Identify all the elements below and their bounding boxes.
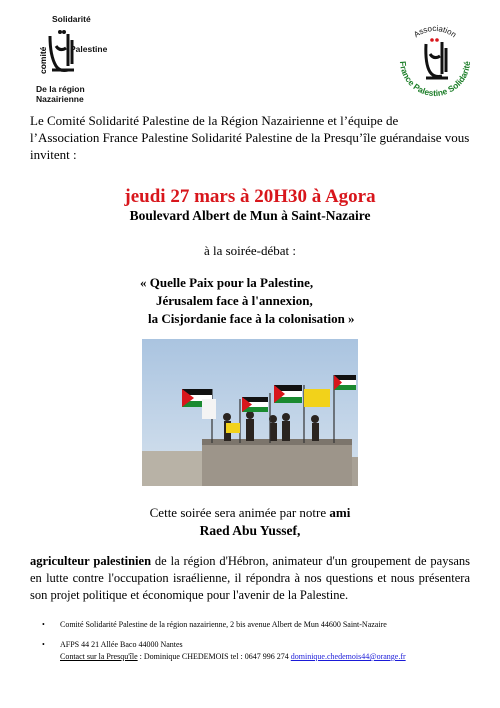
- animated-by-label: Cette soirée sera animée par notre: [149, 505, 330, 520]
- contact-label: Contact sur la Presqu'île: [60, 652, 138, 661]
- footer-item-1-text: Comité Solidarité Palestine de la région nazairienne, 2 bis avenue Albert de Mun 44600 Saint-Nazaire: [60, 620, 387, 629]
- event-headline: jeudi 27 mars à 20H30 à Agora: [124, 186, 376, 207]
- footer-item-2-line1: AFPS 44 21 Allée Baco 44000 Nantes: [60, 640, 183, 649]
- logo-comite-solidarite-palestine: [30, 14, 108, 106]
- logo-afps: [392, 18, 478, 104]
- event-address: Boulevard Albert de Mun à Saint-Nazaire: [129, 208, 371, 223]
- guest-name: Raed Abu Yussef,: [199, 523, 301, 538]
- debate-title: [140, 274, 400, 328]
- logo-left-line1: Solidarité: [52, 14, 91, 24]
- debate-title-line3: la Cisjordanie face à la colonisation »: [148, 311, 355, 326]
- logo-left-vertical: comité: [38, 46, 48, 74]
- debate-title-line1: « Quelle Paix pour la Palestine,: [140, 275, 314, 290]
- protest-photo: [142, 339, 358, 486]
- guest-description: [30, 553, 470, 604]
- logo-left-line2: Palestine: [70, 44, 108, 54]
- bullet: •: [42, 640, 45, 649]
- logo-left-line3: De la région: [36, 84, 85, 94]
- svg-text:Association: Association: [412, 23, 458, 40]
- guest-description-rest: de la région d'Hébron, animateur d'un groupement de paysans en lutte contre l'occupation israélienne, il répondra à nos questions et nous présentera son projet politique et économique pour l'avenir de la Palestine.: [30, 554, 470, 602]
- logo-left-line4: Nazairienne: [36, 94, 84, 104]
- contact-text: : Dominique CHEDEMOIS tel : 0647 996 274: [137, 652, 291, 661]
- svg-text:France Palestine Solidarité: France Palestine Solidarité: [397, 60, 473, 99]
- debate-title-line2: Jérusalem face à l'annexion,: [156, 293, 313, 308]
- footer-item-2: [30, 639, 490, 663]
- contact-email-link[interactable]: dominique.chedemois44@orange.fr: [290, 652, 406, 661]
- bullet: •: [42, 620, 45, 629]
- animated-by-bold: ami: [329, 505, 351, 520]
- afps-emblem-icon: [392, 18, 478, 104]
- soiree-label: à la soirée-débat :: [203, 243, 297, 258]
- animated-by-text: [0, 505, 500, 521]
- footer-contacts: [30, 619, 490, 663]
- footer-item-2-line2: [60, 651, 490, 663]
- guest-description-bold: agriculteur palestinien: [30, 554, 152, 568]
- footer-item-1: [30, 619, 490, 631]
- intro-text: Le Comité Solidarité Palestine de la Région Nazairienne et l’équipe de l’Association France Palestine Solidarité Palestine de la Presqu’île guérandaise vous invitent :: [30, 113, 470, 162]
